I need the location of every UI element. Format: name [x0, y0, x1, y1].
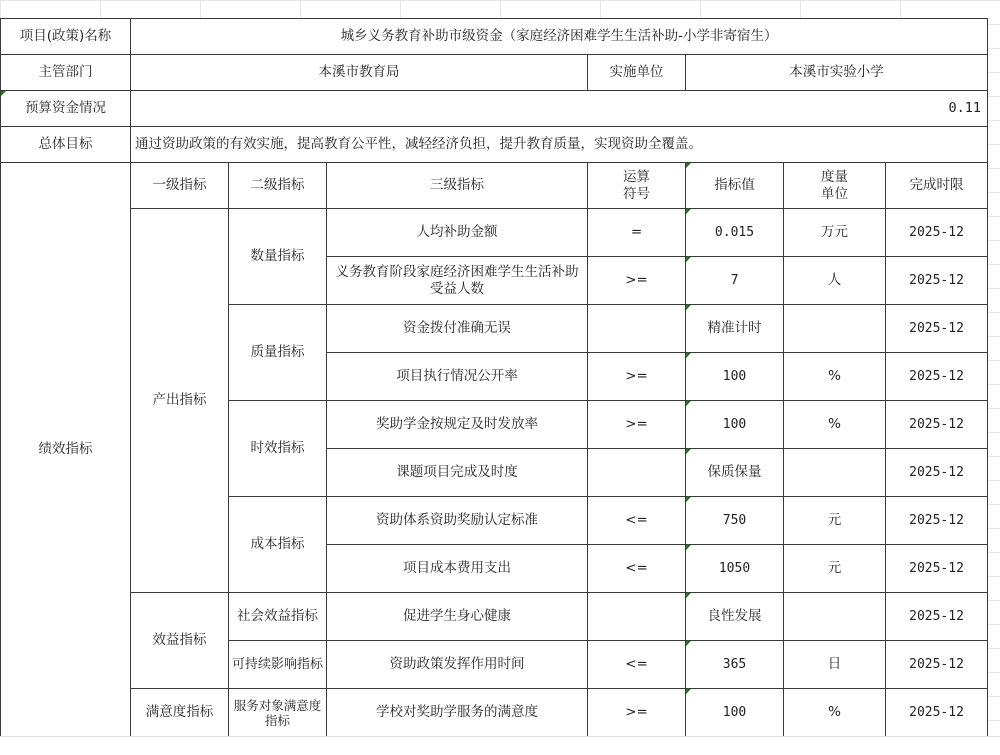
- section-label: 绩效指标: [38, 441, 93, 457]
- level2-quality-cell[interactable]: [229, 305, 327, 401]
- indicator-name: 义务教育阶段家庭经济困难学生生活补助受益人数: [335, 263, 579, 297]
- unit-value-cell[interactable]: [686, 55, 988, 91]
- header-target-text: 指标值: [714, 177, 755, 193]
- unit: %: [828, 368, 841, 384]
- operator: <=: [625, 656, 648, 672]
- indicator-name-cell[interactable]: [327, 257, 588, 305]
- unit: 日: [827, 656, 842, 672]
- dept-value-cell[interactable]: [131, 55, 588, 91]
- operator-cell[interactable]: [588, 353, 686, 401]
- target-value: 精准计时: [707, 320, 762, 336]
- unit-cell[interactable]: [784, 401, 886, 449]
- comment-marker-icon: [686, 449, 691, 454]
- level2-quantity: 数量指标: [250, 248, 305, 264]
- level2-quality: 质量指标: [250, 344, 305, 360]
- operator-cell[interactable]: [588, 689, 686, 737]
- goal-row: [1, 127, 988, 163]
- operator-cell[interactable]: [588, 449, 686, 497]
- project-label: 项目(政策)名称: [19, 28, 112, 44]
- deadline: 2025-12: [909, 417, 964, 432]
- indicator-name-cell[interactable]: [327, 449, 588, 497]
- deadline: 2025-12: [909, 513, 964, 528]
- indicator-name-cell[interactable]: [327, 593, 588, 641]
- deadline: 2025-12: [909, 321, 964, 336]
- empty-grid-area: [0, 736, 1000, 755]
- operator-cell[interactable]: [588, 641, 686, 689]
- target-value: 良性发展: [707, 608, 762, 624]
- deadline-cell[interactable]: [886, 449, 988, 497]
- level1-benefit-cell[interactable]: [131, 593, 229, 689]
- level2-service-cell[interactable]: [229, 689, 327, 737]
- operator: >=: [625, 368, 648, 384]
- comment-marker-icon: [686, 163, 691, 168]
- unit: 元: [827, 512, 842, 528]
- level1-satisfaction: 满意度指标: [145, 704, 214, 720]
- indicator-name: 资金拨付准确无误: [403, 320, 511, 336]
- dept-label: 主管部门: [38, 64, 93, 80]
- header-level3-text: 三级指标: [430, 177, 484, 193]
- indicator-name-cell[interactable]: [327, 689, 588, 737]
- operator: =: [630, 224, 643, 240]
- comment-marker-icon: [686, 257, 691, 262]
- target-value: 保质保量: [707, 464, 762, 480]
- deadline-cell[interactable]: [886, 641, 988, 689]
- target-value-cell[interactable]: [686, 401, 784, 449]
- table-row: [1, 593, 988, 641]
- table-row: [1, 209, 988, 257]
- unit-label: 实施单位: [609, 64, 664, 80]
- deadline-cell[interactable]: [886, 545, 988, 593]
- dept-label-cell[interactable]: [1, 55, 131, 91]
- unit-cell[interactable]: [784, 209, 886, 257]
- unit-cell[interactable]: [784, 497, 886, 545]
- indicator-name: 课题项目完成及时度: [396, 464, 518, 480]
- operator: <=: [625, 560, 648, 576]
- indicator-name: 人均补助金额: [416, 224, 498, 240]
- comment-marker-icon: [686, 401, 691, 406]
- deadline-cell[interactable]: [886, 593, 988, 641]
- operator-cell[interactable]: [588, 497, 686, 545]
- target-value-cell[interactable]: [686, 497, 784, 545]
- level2-quantity-cell[interactable]: [229, 209, 327, 305]
- department-row: [1, 55, 988, 91]
- deadline: 2025-12: [909, 369, 964, 384]
- level2-social-cell[interactable]: [229, 593, 327, 641]
- level1-output: 产出指标: [152, 392, 207, 408]
- budget-row: [1, 91, 988, 127]
- budget-value-cell[interactable]: [131, 91, 988, 127]
- section-label-cell[interactable]: [1, 163, 131, 737]
- level1-benefit: 效益指标: [152, 632, 207, 648]
- unit-cell[interactable]: [784, 689, 886, 737]
- level2-service: 服务对象满意度指标: [233, 697, 322, 728]
- target-value: 7: [730, 273, 739, 288]
- deadline-cell[interactable]: [886, 209, 988, 257]
- operator-cell[interactable]: [588, 257, 686, 305]
- indicator-name: 项目执行情况公开率: [396, 368, 518, 384]
- level2-timeliness-cell[interactable]: [229, 401, 327, 497]
- budget-label-cell[interactable]: [1, 91, 131, 127]
- deadline: 2025-12: [909, 465, 964, 480]
- header-level1[interactable]: [131, 163, 229, 209]
- level2-cost-cell[interactable]: [229, 497, 327, 593]
- header-deadline-text: 完成时限: [909, 177, 964, 193]
- operator: <=: [625, 512, 648, 528]
- target-value: 1050: [718, 561, 751, 576]
- indicator-name-cell[interactable]: [327, 497, 588, 545]
- goal-label: 总体目标: [38, 136, 93, 152]
- target-value: 750: [722, 513, 747, 528]
- operator-cell[interactable]: [588, 209, 686, 257]
- deadline-cell[interactable]: [886, 353, 988, 401]
- level2-sustain-cell[interactable]: [229, 641, 327, 689]
- goal-value-cell[interactable]: [131, 127, 988, 163]
- indicator-name: 奖助学金按规定及时发放率: [376, 416, 538, 432]
- comment-marker-icon: [686, 353, 691, 358]
- unit-cell[interactable]: [784, 305, 886, 353]
- target-value-cell[interactable]: [686, 353, 784, 401]
- operator-cell[interactable]: [588, 545, 686, 593]
- level1-satisfaction-cell[interactable]: [131, 689, 229, 737]
- target-value-cell[interactable]: [686, 209, 784, 257]
- indicator-name: 资助体系资助奖励认定标准: [376, 512, 538, 528]
- indicator-name-cell[interactable]: [327, 209, 588, 257]
- target-value: 100: [722, 369, 747, 384]
- level2-social: 社会效益指标: [237, 608, 318, 624]
- comment-marker-icon: [686, 593, 691, 598]
- level1-output-cell[interactable]: [131, 209, 229, 593]
- header-level2-text: 二级指标: [250, 177, 305, 193]
- header-level2[interactable]: [229, 163, 327, 209]
- comment-marker-icon: [686, 305, 691, 310]
- comment-marker-icon: [1, 91, 6, 96]
- deadline: 2025-12: [909, 609, 964, 624]
- unit-value: 本溪市实验小学: [789, 64, 884, 80]
- indicator-name-cell[interactable]: [327, 353, 588, 401]
- deadline: 2025-12: [909, 225, 964, 240]
- table-row: [1, 689, 988, 737]
- unit: %: [828, 704, 841, 720]
- header-unit[interactable]: [784, 163, 886, 209]
- level2-sustain: 可持续影响指标: [231, 657, 323, 672]
- deadline-cell[interactable]: [886, 689, 988, 737]
- indicator-name-cell[interactable]: [327, 305, 588, 353]
- goal-value: 通过资助政策的有效实施，提高教育公平性，减轻经济负担，提升教育质量，实现资助全覆盖。: [135, 136, 702, 152]
- unit-label-cell[interactable]: [588, 55, 686, 91]
- indicator-name: 资助政策发挥作用时间: [389, 656, 525, 672]
- target-value: 0.015: [714, 225, 755, 240]
- header-level1-text: 一级指标: [152, 177, 207, 193]
- operator: >=: [625, 416, 648, 432]
- comment-marker-icon: [686, 689, 691, 694]
- deadline-cell[interactable]: [886, 305, 988, 353]
- budget-value: 0.11: [948, 100, 982, 116]
- deadline: 2025-12: [909, 561, 964, 576]
- target-value-cell[interactable]: [686, 449, 784, 497]
- comment-marker-icon: [686, 209, 691, 214]
- target-value: 365: [722, 657, 747, 672]
- level2-timeliness: 时效指标: [250, 440, 305, 456]
- deadline-cell[interactable]: [886, 497, 988, 545]
- indicator-name: 学校对奖助学服务的满意度: [376, 704, 538, 720]
- budget-label: 预算资金情况: [25, 100, 106, 116]
- operator: >=: [625, 272, 648, 288]
- column-header-row: [1, 163, 988, 209]
- unit-cell[interactable]: [784, 545, 886, 593]
- operator: >=: [625, 704, 648, 720]
- comment-marker-icon: [686, 641, 691, 646]
- operator-cell[interactable]: [588, 593, 686, 641]
- header-operator-text: 运算符号: [623, 168, 650, 202]
- target-value-cell[interactable]: [686, 305, 784, 353]
- target-value-cell[interactable]: [686, 641, 784, 689]
- project-name-cell[interactable]: [131, 19, 988, 55]
- target-value: 100: [722, 705, 747, 720]
- target-value-cell[interactable]: [686, 257, 784, 305]
- header-level3[interactable]: [327, 163, 588, 209]
- header-operator[interactable]: [588, 163, 686, 209]
- header-target[interactable]: [686, 163, 784, 209]
- comment-marker-icon: [686, 497, 691, 502]
- unit: 人: [827, 272, 842, 288]
- unit: 万元: [821, 224, 848, 240]
- unit: %: [828, 416, 841, 432]
- deadline: 2025-12: [909, 657, 964, 672]
- deadline: 2025-12: [909, 705, 964, 720]
- dept-value: 本溪市教育局: [318, 64, 400, 80]
- target-value-cell[interactable]: [686, 593, 784, 641]
- unit-cell[interactable]: [784, 353, 886, 401]
- target-value: 100: [722, 417, 747, 432]
- indicator-name: 项目成本费用支出: [403, 560, 511, 576]
- indicator-name-cell[interactable]: [327, 401, 588, 449]
- indicator-name: 促进学生身心健康: [403, 608, 511, 624]
- goal-label-cell[interactable]: [1, 127, 131, 163]
- project-name: 城乡义务教育补助市级资金（家庭经济困难学生生活补助-小学非寄宿生）: [340, 28, 778, 44]
- target-value-cell[interactable]: [686, 689, 784, 737]
- level2-cost: 成本指标: [250, 536, 305, 552]
- target-value-cell[interactable]: [686, 545, 784, 593]
- unit: 元: [827, 560, 842, 576]
- unit-cell[interactable]: [784, 257, 886, 305]
- header-unit-text: 度量单位: [821, 168, 848, 202]
- operator-cell[interactable]: [588, 305, 686, 353]
- project-name-row: [1, 19, 988, 55]
- performance-target-table: [0, 18, 988, 737]
- project-label-cell[interactable]: [1, 19, 131, 55]
- operator-cell[interactable]: [588, 401, 686, 449]
- indicator-name-cell[interactable]: [327, 641, 588, 689]
- indicator-name-cell[interactable]: [327, 545, 588, 593]
- unit-cell[interactable]: [784, 449, 886, 497]
- unit-cell[interactable]: [784, 593, 886, 641]
- deadline-cell[interactable]: [886, 401, 988, 449]
- deadline: 2025-12: [909, 273, 964, 288]
- header-deadline[interactable]: [886, 163, 988, 209]
- deadline-cell[interactable]: [886, 257, 988, 305]
- comment-marker-icon: [686, 545, 691, 550]
- unit-cell[interactable]: [784, 641, 886, 689]
